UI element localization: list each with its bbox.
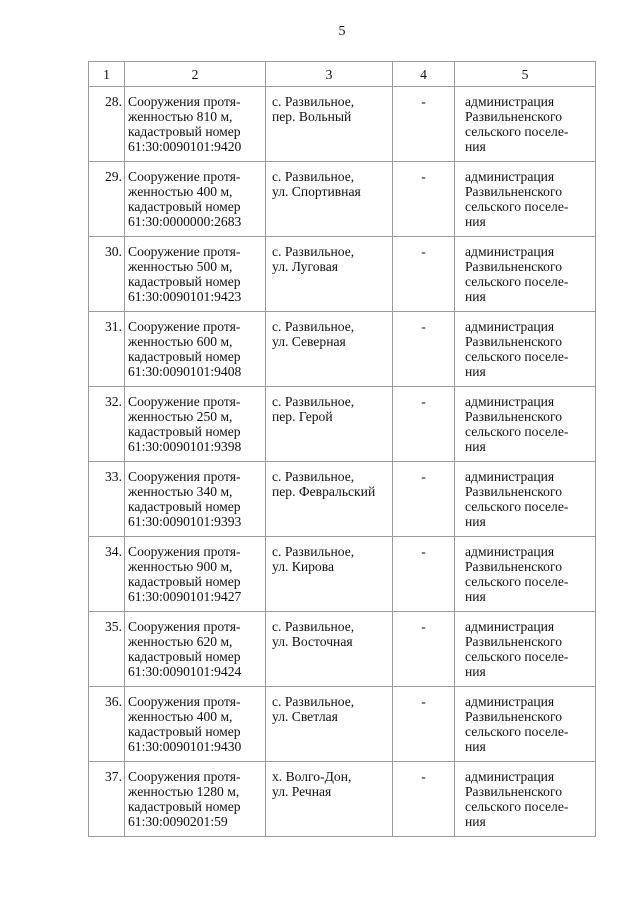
owner: администрация Развильненского сельского поселе- ния: [455, 312, 596, 387]
object-description: Сооружение протя- женностью 400 м, кадастровый номер 61:30:0000000:2683: [125, 162, 266, 237]
address: с. Развильное, ул. Восточная: [266, 612, 393, 687]
owner: администрация Развильненского сельского поселе- ния: [455, 687, 596, 762]
col4-value: -: [393, 762, 455, 837]
header-col-5: 5: [455, 62, 596, 87]
address: с. Развильное, пер. Февральский: [266, 462, 393, 537]
object-description: Сооружения протя- женностью 340 м, кадастровый номер 61:30:0090101:9393: [125, 462, 266, 537]
address: с. Развильное, ул. Кирова: [266, 537, 393, 612]
address: с. Развильное, ул. Светлая: [266, 687, 393, 762]
object-description: Сооружение протя- женностью 600 м, кадастровый номер 61:30:0090101:9408: [125, 312, 266, 387]
header-col-2: 2: [125, 62, 266, 87]
owner: администрация Развильненского сельского поселе- ния: [455, 462, 596, 537]
address: с. Развильное, ул. Луговая: [266, 237, 393, 312]
row-number: 32.: [89, 387, 125, 462]
address: с. Развильное, ул. Северная: [266, 312, 393, 387]
row-number: 36.: [89, 687, 125, 762]
owner: администрация Развильненского сельского поселе- ния: [455, 387, 596, 462]
owner: администрация Развильненского сельского поселе- ния: [455, 762, 596, 837]
owner: администрация Развильненского сельского поселе- ния: [455, 612, 596, 687]
header-row: [89, 62, 596, 87]
col4-value: -: [393, 87, 455, 162]
object-description: Сооружения протя- женностью 1280 м, кадастровый номер 61:30:0090201:59: [125, 762, 266, 837]
address: с. Развильное, ул. Спортивная: [266, 162, 393, 237]
table-row: [89, 162, 596, 237]
row-number: 31.: [89, 312, 125, 387]
col4-value: -: [393, 312, 455, 387]
col4-value: -: [393, 237, 455, 312]
property-table: [88, 61, 596, 837]
page-number: 5: [338, 24, 346, 39]
row-number: 29.: [89, 162, 125, 237]
owner: администрация Развильненского сельского поселе- ния: [455, 537, 596, 612]
row-number: 30.: [89, 237, 125, 312]
row-number: 37.: [89, 762, 125, 837]
object-description: Сооружение протя- женностью 250 м, кадастровый номер 61:30:0090101:9398: [125, 387, 266, 462]
address: с. Развильное, пер. Вольный: [266, 87, 393, 162]
owner: администрация Развильненского сельского поселе- ния: [455, 162, 596, 237]
col4-value: -: [393, 537, 455, 612]
table-row: [89, 537, 596, 612]
table-row: [89, 762, 596, 837]
table-row: [89, 612, 596, 687]
header-col-3: 3: [266, 62, 393, 87]
header-col-4: 4: [393, 62, 455, 87]
col4-value: -: [393, 612, 455, 687]
table-row: [89, 87, 596, 162]
owner: администрация Развильненского сельского поселе- ния: [455, 237, 596, 312]
col4-value: -: [393, 387, 455, 462]
table-row: [89, 387, 596, 462]
object-description: Сооружения протя- женностью 400 м, кадастровый номер 61:30:0090101:9430: [125, 687, 266, 762]
header-col-1: 1: [89, 62, 125, 87]
row-number: 28.: [89, 87, 125, 162]
object-description: Сооружения протя- женностью 900 м, кадастровый номер 61:30:0090101:9427: [125, 537, 266, 612]
object-description: Сооружения протя- женностью 810 м, кадастровый номер 61:30:0090101:9420: [125, 87, 266, 162]
row-number: 34.: [89, 537, 125, 612]
address: х. Волго-Дон, ул. Речная: [266, 762, 393, 837]
col4-value: -: [393, 162, 455, 237]
table-row: [89, 687, 596, 762]
table-row: [89, 312, 596, 387]
row-number: 35.: [89, 612, 125, 687]
table-row: [89, 462, 596, 537]
col4-value: -: [393, 462, 455, 537]
col4-value: -: [393, 687, 455, 762]
row-number: 33.: [89, 462, 125, 537]
object-description: Сооружения протя- женностью 620 м, кадастровый номер 61:30:0090101:9424: [125, 612, 266, 687]
address: с. Развильное, пер. Герой: [266, 387, 393, 462]
object-description: Сооружение протя- женностью 500 м, кадастровый номер 61:30:0090101:9423: [125, 237, 266, 312]
owner: администрация Развильненского сельского поселе- ния: [455, 87, 596, 162]
table-row: [89, 237, 596, 312]
